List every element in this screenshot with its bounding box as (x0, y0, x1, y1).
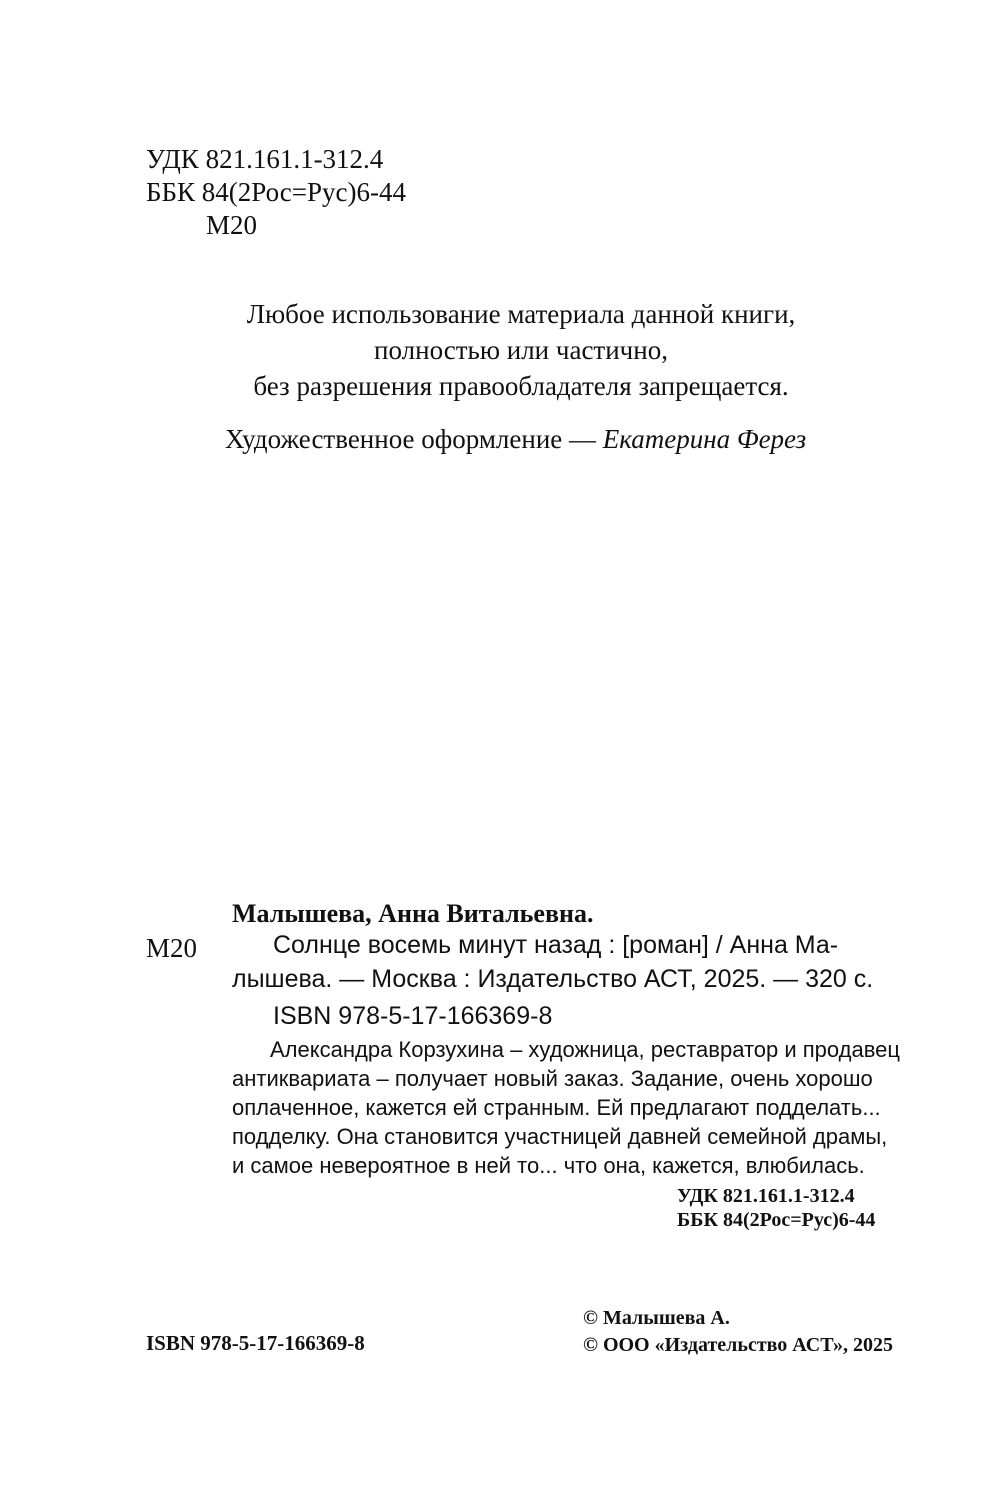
design-credit (225, 421, 806, 457)
bbk-code: ББК 84(2Рос=Рус)6-44 (146, 177, 406, 207)
author-mark: М20 (206, 210, 258, 240)
bib-author-mark: М20 (146, 933, 198, 963)
annotation-line: оплаченное, кажется ей странным. Ей предлагают подделать... (232, 1095, 881, 1120)
designer-name: Екатерина Ферез (602, 424, 807, 454)
copyright-publisher: © ООО «Издательство АСТ», 2025 (583, 1334, 894, 1356)
bib-author: Малышева, Анна Витальевна. (232, 899, 594, 928)
design-credit-label: Художественное оформление — (225, 424, 603, 454)
bib-description-line-2: лышева. — Москва : Издательство АСТ, 2025. — 320 с. (232, 965, 874, 993)
annotation-line: антиквариата – получает новый заказ. Задание, очень хорошо (232, 1066, 873, 1091)
bib-description-line-1: Солнце восемь минут назад : [роман] / Анна Ма- (273, 931, 839, 959)
copyright-notice-line-3: без разрешения правообладателя запрещается. (253, 371, 789, 401)
bib-isbn: ISBN 978-5-17-166369-8 (273, 1002, 553, 1030)
annotation-line: и самое невероятное в ней то... что она, кажется, влюбилась. (232, 1153, 865, 1178)
udk-code: УДК 821.161.1-312.4 (146, 144, 384, 174)
copyright-notice-line-1: Любое использование материала данной книги, (246, 299, 796, 329)
annotation-line: подделку. Она становится участницей давней семейной драмы, (232, 1124, 888, 1149)
footer-isbn: ISBN 978-5-17-166369-8 (146, 1331, 365, 1355)
copyright-author: © Малышева А. (583, 1307, 730, 1329)
classification-udk: УДК 821.161.1-312.4 (677, 1185, 855, 1207)
copyright-notice-line-2: полностью или частично, (374, 335, 668, 365)
annotation-line: Александра Корзухина – художница, реставратор и продавец (270, 1037, 901, 1062)
classification-bbk: ББК 84(2Рос=Рус)6-44 (677, 1209, 876, 1231)
